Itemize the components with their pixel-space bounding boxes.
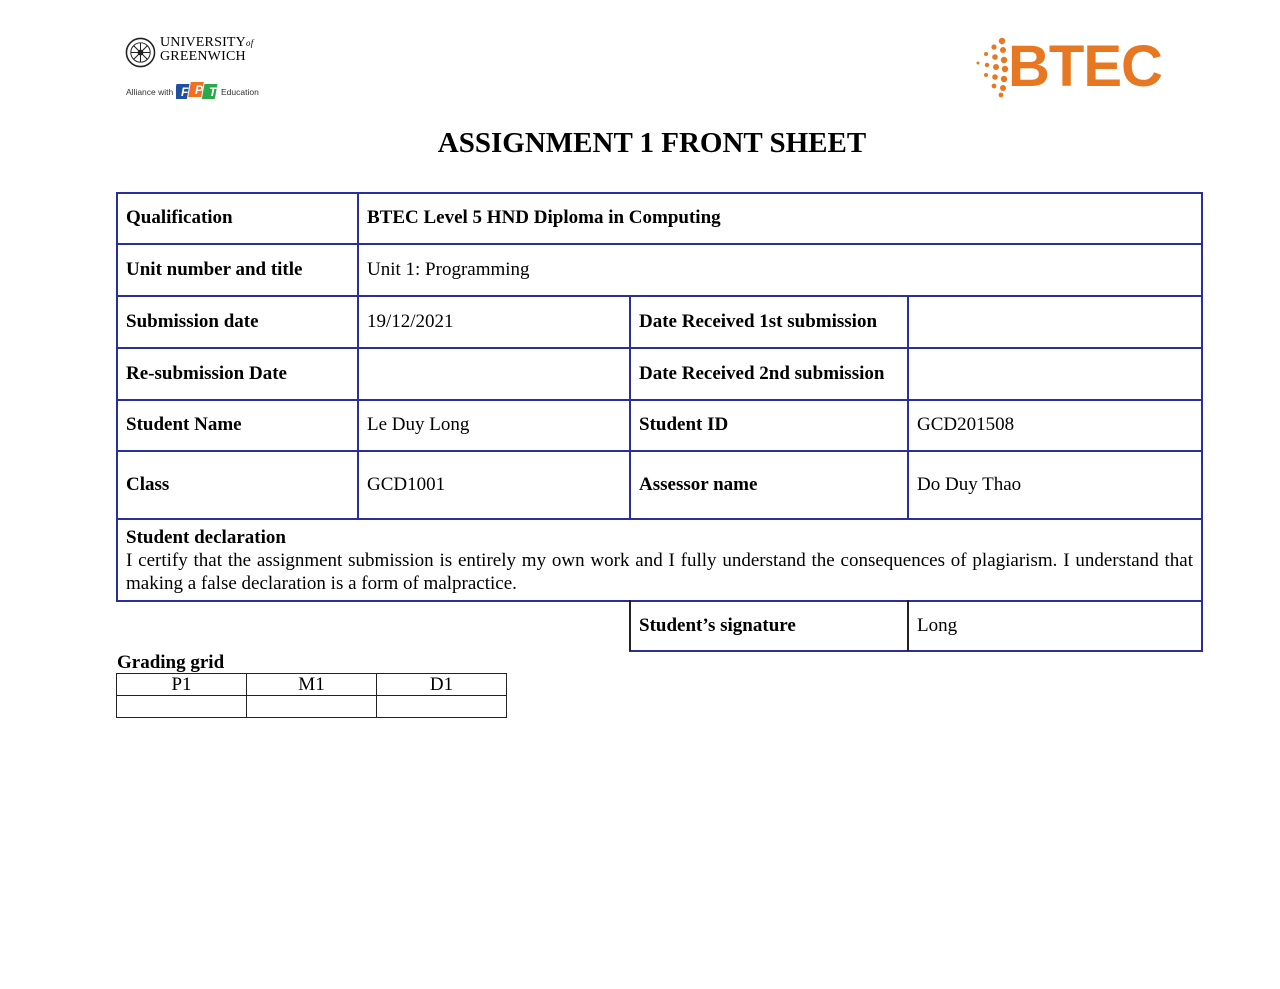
btec-logo — [970, 36, 1166, 98]
assessor-value: Do Duy Thao — [917, 473, 1022, 495]
date-received-2nd-label: Date Received 2nd submission — [639, 362, 885, 384]
grading-grid — [116, 673, 507, 718]
table-rule — [116, 518, 1203, 520]
university-line1: UNIVERSITY — [160, 35, 246, 50]
student-id-label: Student ID — [639, 414, 729, 435]
university-seal-icon — [125, 37, 156, 68]
university-name — [160, 36, 253, 64]
table-rule — [629, 650, 1203, 652]
resubmission-date-label: Re-submission Date — [126, 362, 287, 384]
grading-value-row — [117, 696, 507, 718]
page-title: ASSIGNMENT 1 FRONT SHEET — [437, 127, 867, 159]
university-of: of — [246, 38, 254, 48]
fpt-letter-p: P — [195, 83, 204, 97]
alliance-text: Alliance with — [126, 87, 174, 97]
grade-value-m1 — [247, 696, 377, 718]
signature-value: Long — [917, 614, 958, 636]
fpt-letter-t: T — [209, 85, 217, 99]
declaration-text: I certify that the assignment submission is entirely my own work and I fully understand the consequences of plagiarism. I understand that making a false declaration is a form of malpractice. — [126, 550, 1193, 594]
btec-wordmark: BTEC — [1008, 34, 1162, 99]
resubmission-date-value — [358, 348, 629, 399]
grade-header-p1: P1 — [117, 674, 247, 696]
qualification-value: BTEC Level 5 HND Diploma in Computing — [367, 207, 721, 228]
student-name-value: Le Duy Long — [367, 414, 470, 435]
unit-label: Unit number and title — [126, 258, 303, 280]
student-declaration — [117, 526, 1202, 595]
declaration-title: Student declaration — [126, 527, 286, 548]
date-received-1st-value — [908, 296, 1201, 347]
fpt-logo-icon — [176, 81, 220, 101]
student-id-value: GCD201508 — [917, 414, 1015, 435]
grade-header-m1: M1 — [247, 674, 377, 696]
university-line2: GREENWICH — [160, 49, 246, 64]
assessor-label: Assessor name — [639, 473, 758, 495]
student-name-label: Student Name — [126, 414, 242, 435]
unit-value: Unit 1: Programming — [367, 258, 530, 280]
grading-grid-title: Grading grid — [117, 652, 225, 673]
grade-header-d1: D1 — [377, 674, 507, 696]
grade-value-d1 — [377, 696, 507, 718]
university-of-greenwich-logo — [125, 35, 265, 101]
class-label: Class — [126, 473, 170, 495]
submission-date-label: Submission date — [126, 310, 259, 332]
grading-header-row — [117, 674, 507, 696]
date-received-1st-label: Date Received 1st submission — [639, 310, 878, 332]
signature-label: Student’s signature — [639, 614, 796, 636]
date-received-2nd-value — [908, 348, 1201, 399]
grade-value-p1 — [117, 696, 247, 718]
class-value: GCD1001 — [367, 473, 446, 495]
submission-date-value: 19/12/2021 — [367, 310, 454, 332]
qualification-label: Qualification — [126, 207, 233, 228]
fpt-letter-f: F — [181, 85, 189, 99]
education-text: Education — [221, 87, 259, 97]
